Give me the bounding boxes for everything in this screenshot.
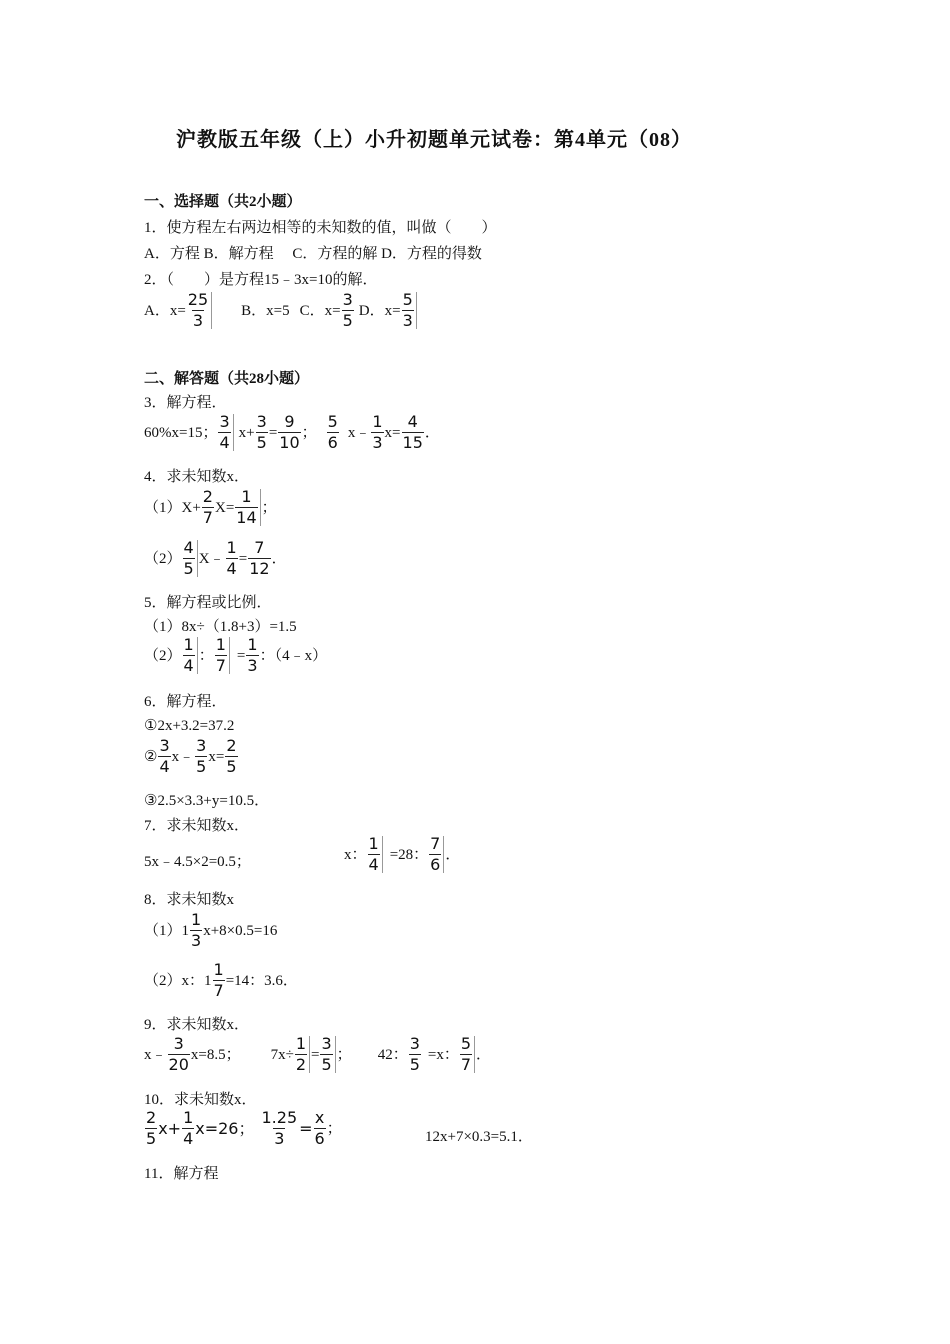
numerator: 1.25 bbox=[261, 1108, 298, 1127]
numerator: 2 bbox=[226, 736, 237, 755]
numerator: 7 bbox=[254, 538, 265, 557]
fraction bbox=[409, 1036, 421, 1073]
denominator: 3 bbox=[274, 1129, 285, 1148]
numerator: 3 bbox=[219, 412, 230, 431]
equation-text: ② bbox=[144, 748, 158, 765]
q3-equations bbox=[144, 414, 440, 451]
q7-left: 5x﹣4.5×2=0.5； bbox=[144, 854, 251, 870]
fraction bbox=[183, 540, 198, 577]
equation-text: = bbox=[268, 424, 278, 441]
equation-text: x+8×0.5=16 bbox=[203, 922, 278, 939]
denominator: 5 bbox=[226, 757, 237, 776]
numerator: 1 bbox=[213, 960, 224, 979]
q10-stem: 10．求未知数x． bbox=[144, 1092, 257, 1108]
numerator: 1 bbox=[372, 412, 383, 431]
numerator: 3 bbox=[159, 736, 170, 755]
equation-text: x+ bbox=[158, 1118, 182, 1138]
denominator: 6 bbox=[430, 855, 441, 874]
denominator: 3 bbox=[402, 311, 413, 330]
equation-text: 7x÷ bbox=[270, 1046, 294, 1063]
denominator: 4 bbox=[219, 433, 230, 452]
equation-text: （2）x：1 bbox=[144, 972, 212, 989]
fraction bbox=[314, 1110, 326, 1147]
numerator: 1 bbox=[183, 635, 194, 654]
fraction bbox=[183, 637, 198, 674]
denominator: 4 bbox=[226, 559, 237, 578]
denominator: 5 bbox=[256, 433, 267, 452]
equation-text: ． bbox=[424, 424, 440, 441]
fraction bbox=[182, 1110, 194, 1147]
fraction bbox=[225, 738, 237, 775]
equation-text: =28： bbox=[389, 846, 429, 863]
q5-line-1: （1）8x÷（1.8+3）=1.5 bbox=[144, 619, 297, 635]
equation-text: = bbox=[238, 550, 248, 567]
numerator: 1 bbox=[295, 1034, 307, 1053]
equation-text: （2） bbox=[144, 550, 182, 567]
numerator: 1 bbox=[368, 834, 379, 853]
fraction bbox=[256, 414, 268, 451]
equation-text: ：（4﹣x） bbox=[259, 647, 328, 664]
numerator: 25 bbox=[187, 290, 209, 309]
denominator: 3 bbox=[192, 311, 204, 330]
q6-line-1: ①2x+3.2=37.2 bbox=[144, 718, 235, 734]
denominator: 4 bbox=[159, 757, 170, 776]
denominator: 6 bbox=[314, 1129, 325, 1148]
section-heading-choice: 一、选择题（共2小题） bbox=[144, 194, 302, 210]
denominator: 7 bbox=[202, 508, 213, 527]
q5-line-2 bbox=[144, 637, 327, 674]
numerator: 3 bbox=[342, 290, 353, 309]
equation-text: X﹣ bbox=[198, 550, 225, 567]
denominator: 5 bbox=[183, 559, 194, 578]
equation-text: x=26； bbox=[195, 1118, 255, 1138]
fraction bbox=[278, 414, 300, 451]
q2-option-b: B．x=5 bbox=[241, 302, 290, 319]
denominator: 4 bbox=[183, 1129, 194, 1148]
equation-text: （2） bbox=[144, 647, 182, 664]
q11-stem: 11．解方程 bbox=[144, 1166, 219, 1182]
section-heading-answer: 二、解答题（共28小题） bbox=[144, 371, 310, 387]
numerator: 5 bbox=[460, 1034, 472, 1053]
fraction bbox=[215, 637, 230, 674]
fraction bbox=[368, 836, 383, 873]
equation-text: x= bbox=[384, 424, 401, 441]
denominator: 6 bbox=[327, 433, 338, 452]
fraction bbox=[320, 1036, 335, 1073]
q2-option-a-label: A．x= bbox=[144, 302, 186, 319]
denominator: 20 bbox=[168, 1055, 189, 1074]
fraction bbox=[460, 1036, 475, 1073]
numerator: 3 bbox=[409, 1034, 420, 1053]
numerator: 4 bbox=[407, 412, 418, 431]
equation-text: ； bbox=[301, 424, 317, 441]
q4-line-2 bbox=[144, 540, 287, 577]
denominator: 7 bbox=[460, 1055, 472, 1074]
q9-equations bbox=[144, 1036, 491, 1073]
q8-line-1 bbox=[144, 912, 277, 949]
equation-text: x﹣ bbox=[171, 748, 195, 765]
q6-line-3: ③2.5×3.3+y=10.5． bbox=[144, 793, 270, 809]
denominator: 5 bbox=[196, 757, 207, 776]
fraction bbox=[158, 738, 170, 775]
denominator: 5 bbox=[321, 1055, 332, 1074]
q9-stem: 9．求未知数x． bbox=[144, 1017, 250, 1033]
denominator: 14 bbox=[236, 508, 257, 527]
equation-text: x+ bbox=[238, 424, 255, 441]
numerator: 1 bbox=[191, 910, 202, 929]
numerator: 5 bbox=[327, 412, 338, 431]
denominator: 5 bbox=[146, 1129, 157, 1148]
fraction bbox=[402, 292, 417, 329]
fraction bbox=[213, 962, 225, 999]
equation-text: （1）1 bbox=[144, 922, 190, 939]
numerator: 3 bbox=[196, 736, 207, 755]
fraction bbox=[371, 414, 383, 451]
equation-text: = bbox=[236, 647, 246, 664]
q2-stem: 2．（ ）是方程15﹣3x=10的解． bbox=[144, 272, 378, 288]
denominator: 7 bbox=[215, 656, 226, 675]
numerator: 1 bbox=[247, 635, 258, 654]
equation-text: ． bbox=[476, 1046, 492, 1063]
equation-text: ； bbox=[261, 499, 277, 516]
numerator: 3 bbox=[256, 412, 267, 431]
numerator: x bbox=[314, 1108, 325, 1127]
denominator: 2 bbox=[295, 1055, 307, 1074]
q6-stem: 6．解方程． bbox=[144, 694, 227, 710]
fraction bbox=[235, 489, 260, 526]
equation-text: X= bbox=[214, 499, 235, 516]
q1-options: A．方程 B．解方程 C．方程的解 D．方程的得数 bbox=[144, 246, 482, 262]
equation-text: = bbox=[311, 1046, 320, 1063]
numerator: 2 bbox=[202, 487, 213, 506]
fraction bbox=[202, 489, 214, 526]
equation-text: x﹣ bbox=[144, 1046, 167, 1063]
denominator: 5 bbox=[409, 1055, 420, 1074]
equation-text: x= bbox=[208, 748, 225, 765]
fraction bbox=[195, 738, 207, 775]
numerator: 1 bbox=[215, 635, 226, 654]
numerator: 3 bbox=[321, 1034, 332, 1053]
numerator: 9 bbox=[284, 412, 295, 431]
denominator: 3 bbox=[247, 656, 258, 675]
equation-text: 42： bbox=[377, 1046, 408, 1063]
fraction bbox=[327, 414, 339, 451]
fraction bbox=[429, 836, 444, 873]
denominator: 7 bbox=[213, 981, 224, 1000]
equation-text: =14：3.6． bbox=[225, 972, 298, 989]
fraction bbox=[168, 1036, 190, 1073]
denominator: 3 bbox=[372, 433, 383, 452]
equation-text: x=8.5； bbox=[190, 1046, 241, 1063]
q3-stem: 3．解方程． bbox=[144, 395, 227, 411]
numerator: 4 bbox=[183, 538, 194, 557]
equation-text: ． bbox=[445, 846, 461, 863]
numerator: 1 bbox=[226, 538, 237, 557]
equation-text: ； bbox=[336, 1046, 352, 1063]
q10-right: 12x+7×0.3=5.1． bbox=[425, 1129, 533, 1145]
equation-text: x： bbox=[344, 846, 367, 863]
equation-text: x﹣ bbox=[347, 424, 371, 441]
q7-right bbox=[344, 836, 460, 873]
equation-text: ． bbox=[271, 550, 287, 567]
numerator: 1 bbox=[241, 487, 252, 506]
equation-text: ； bbox=[326, 1120, 342, 1137]
equation-text: =x： bbox=[427, 1046, 459, 1063]
denominator: 5 bbox=[342, 311, 353, 330]
equation-text: = bbox=[299, 1118, 313, 1138]
q4-line-1 bbox=[144, 489, 277, 526]
numerator: 5 bbox=[402, 290, 413, 309]
q2-options bbox=[144, 292, 418, 329]
fraction bbox=[248, 540, 270, 577]
denominator: 3 bbox=[191, 931, 202, 950]
numerator: 3 bbox=[173, 1034, 184, 1053]
equation-text: ： bbox=[198, 647, 214, 664]
denominator: 4 bbox=[368, 855, 379, 874]
q8-line-2 bbox=[144, 962, 298, 999]
numerator: 7 bbox=[430, 834, 441, 853]
fraction bbox=[218, 414, 233, 451]
q4-stem: 4．求未知数x． bbox=[144, 469, 250, 485]
denominator: 4 bbox=[183, 656, 194, 675]
fraction bbox=[226, 540, 238, 577]
fraction bbox=[402, 414, 424, 451]
fraction bbox=[261, 1110, 299, 1147]
fraction bbox=[187, 292, 212, 329]
q2-option-d-label: D．x= bbox=[358, 302, 401, 319]
equation-text: （1）X+ bbox=[144, 499, 201, 516]
q10-equations bbox=[144, 1110, 342, 1147]
fraction bbox=[342, 292, 354, 329]
q8-stem: 8．求未知数x bbox=[144, 892, 235, 908]
q5-stem: 5．解方程或比例． bbox=[144, 595, 272, 611]
fraction bbox=[145, 1110, 157, 1147]
denominator: 10 bbox=[279, 433, 300, 452]
q1-stem: 1．使方程左右两边相等的未知数的值，叫做（ ） bbox=[144, 220, 497, 236]
denominator: 12 bbox=[249, 559, 270, 578]
fraction bbox=[190, 912, 202, 949]
denominator: 15 bbox=[402, 433, 423, 452]
fraction bbox=[295, 1036, 310, 1073]
page-title: 沪教版五年级（上）小升初题单元试卷：第4单元（08） bbox=[176, 129, 692, 151]
fraction bbox=[246, 637, 258, 674]
q6-line-2 bbox=[144, 738, 239, 775]
q2-option-c-label: C．x= bbox=[299, 302, 341, 319]
numerator: 2 bbox=[146, 1108, 157, 1127]
numerator: 1 bbox=[183, 1108, 194, 1127]
q7-stem: 7．求未知数x． bbox=[144, 818, 250, 834]
equation-text: 60%x=15； bbox=[144, 424, 218, 441]
